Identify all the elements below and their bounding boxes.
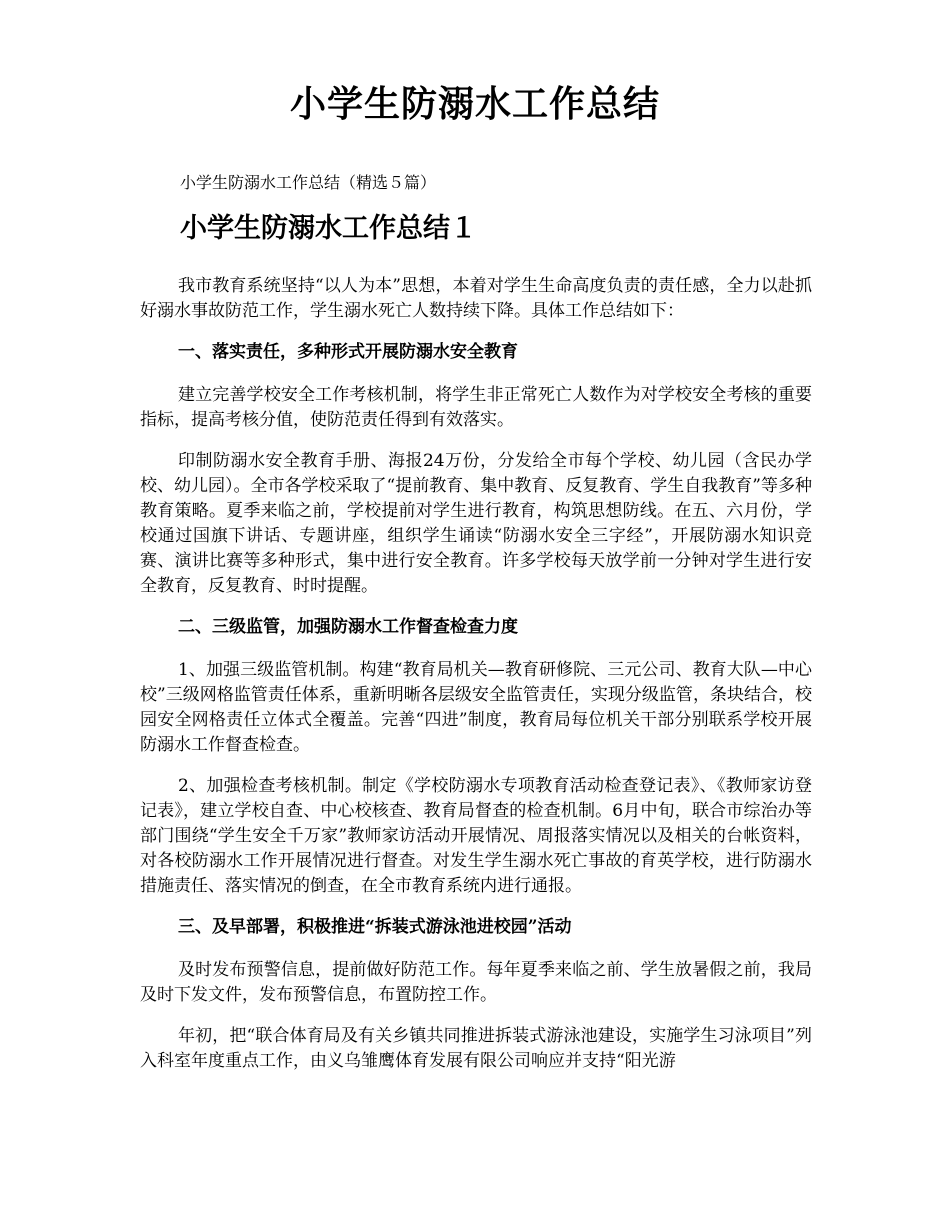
subheading-2: 二、三级监管，加强防溺水工作督查检查力度 (178, 617, 518, 637)
paragraph-2: 印制防溺水安全教育手册、海报24万份，分发给全市每个学校、幼儿园（含民办学校、幼儿园）。全市各学校采取了“提前教育、集中教育、反复教育、学生自我教育”等多种教育策略。夏季来临之前，学校提前对学生进行教育，构筑思想防线。在五、六月份，学校通过国旗下讲话、专题讲座，组织学生诵读“防溺水安全三字经”，开展防溺水知识竞赛、演讲比赛等多种形式，集中进行安全教育。许多学校每天放学前一分钟对学生进行安全教育，反复教育、时时提醒。 (140, 451, 812, 596)
paragraph-1: 建立完善学校安全工作考核机制，将学生非正常死亡人数作为对学校安全考核的重要指标，提高考核分值，使防范责任得到有效落实。 (140, 385, 812, 430)
document-title: 小学生防溺水工作总结 (289, 83, 660, 125)
paragraph-6: 年初，把“联合体育局及有关乡镇共同推进拆装式游泳池建设，实施学生习泳项目”列入科室年度重点工作，由义乌雏鹰体育发展有限公司响应并支持“阳光游 (140, 1026, 812, 1071)
paragraph-4: 2、加强检查考核机制。制定《学校防溺水专项教育活动检查登记表》、《教师家访登记表》，建立学校自查、中心校核查、教育局督查的检查机制。6月中旬，联合市综治办等部门围绕“学生安全千万家”教师家访活动开展情况、周报落实情况以及相关的台帐资料，对各校防溺水工作开展情况进行督查。对发生学生溺水死亡事故的育英学校，进行防溺水措施责任、落实情况的倒查，在全市教育系统内进行通报。 (140, 776, 812, 896)
document-subtitle: 小学生防溺水工作总结（精选５篇） (180, 173, 437, 192)
section-heading: 小学生防溺水工作总结１ (180, 213, 477, 244)
paragraph-5: 及时发布预警信息，提前做好防范工作。每年夏季来临之前、学生放暑假之前，我局及时下发文件，发布预警信息，布置防控工作。 (140, 960, 812, 1005)
paragraph-3: 1、加强三级监管机制。构建“教育局机关—教育研修院、三元公司、教育大队—中心校”三级网格监管责任体系，重新明晰各层级安全监管责任，实现分级监管，条块结合，校园安全网格责任立体式全覆盖。完善“四进”制度，教育局每位机关干部分别联系学校开展防溺水工作督查检查。 (140, 660, 812, 755)
intro-paragraph: 我市教育系统坚持“以人为本”思想，本着对学生生命高度负责的责任感，全力以赴抓好溺水事故防范工作，学生溺水死亡人数持续下降。具体工作总结如下： (140, 276, 812, 321)
document-body (140, 274, 812, 1090)
subheading-1: 一、落实责任，多种形式开展防溺水安全教育 (178, 342, 518, 362)
subheading-3: 三、及早部署，积极推进“拆装式游泳池进校园”活动 (178, 917, 572, 937)
